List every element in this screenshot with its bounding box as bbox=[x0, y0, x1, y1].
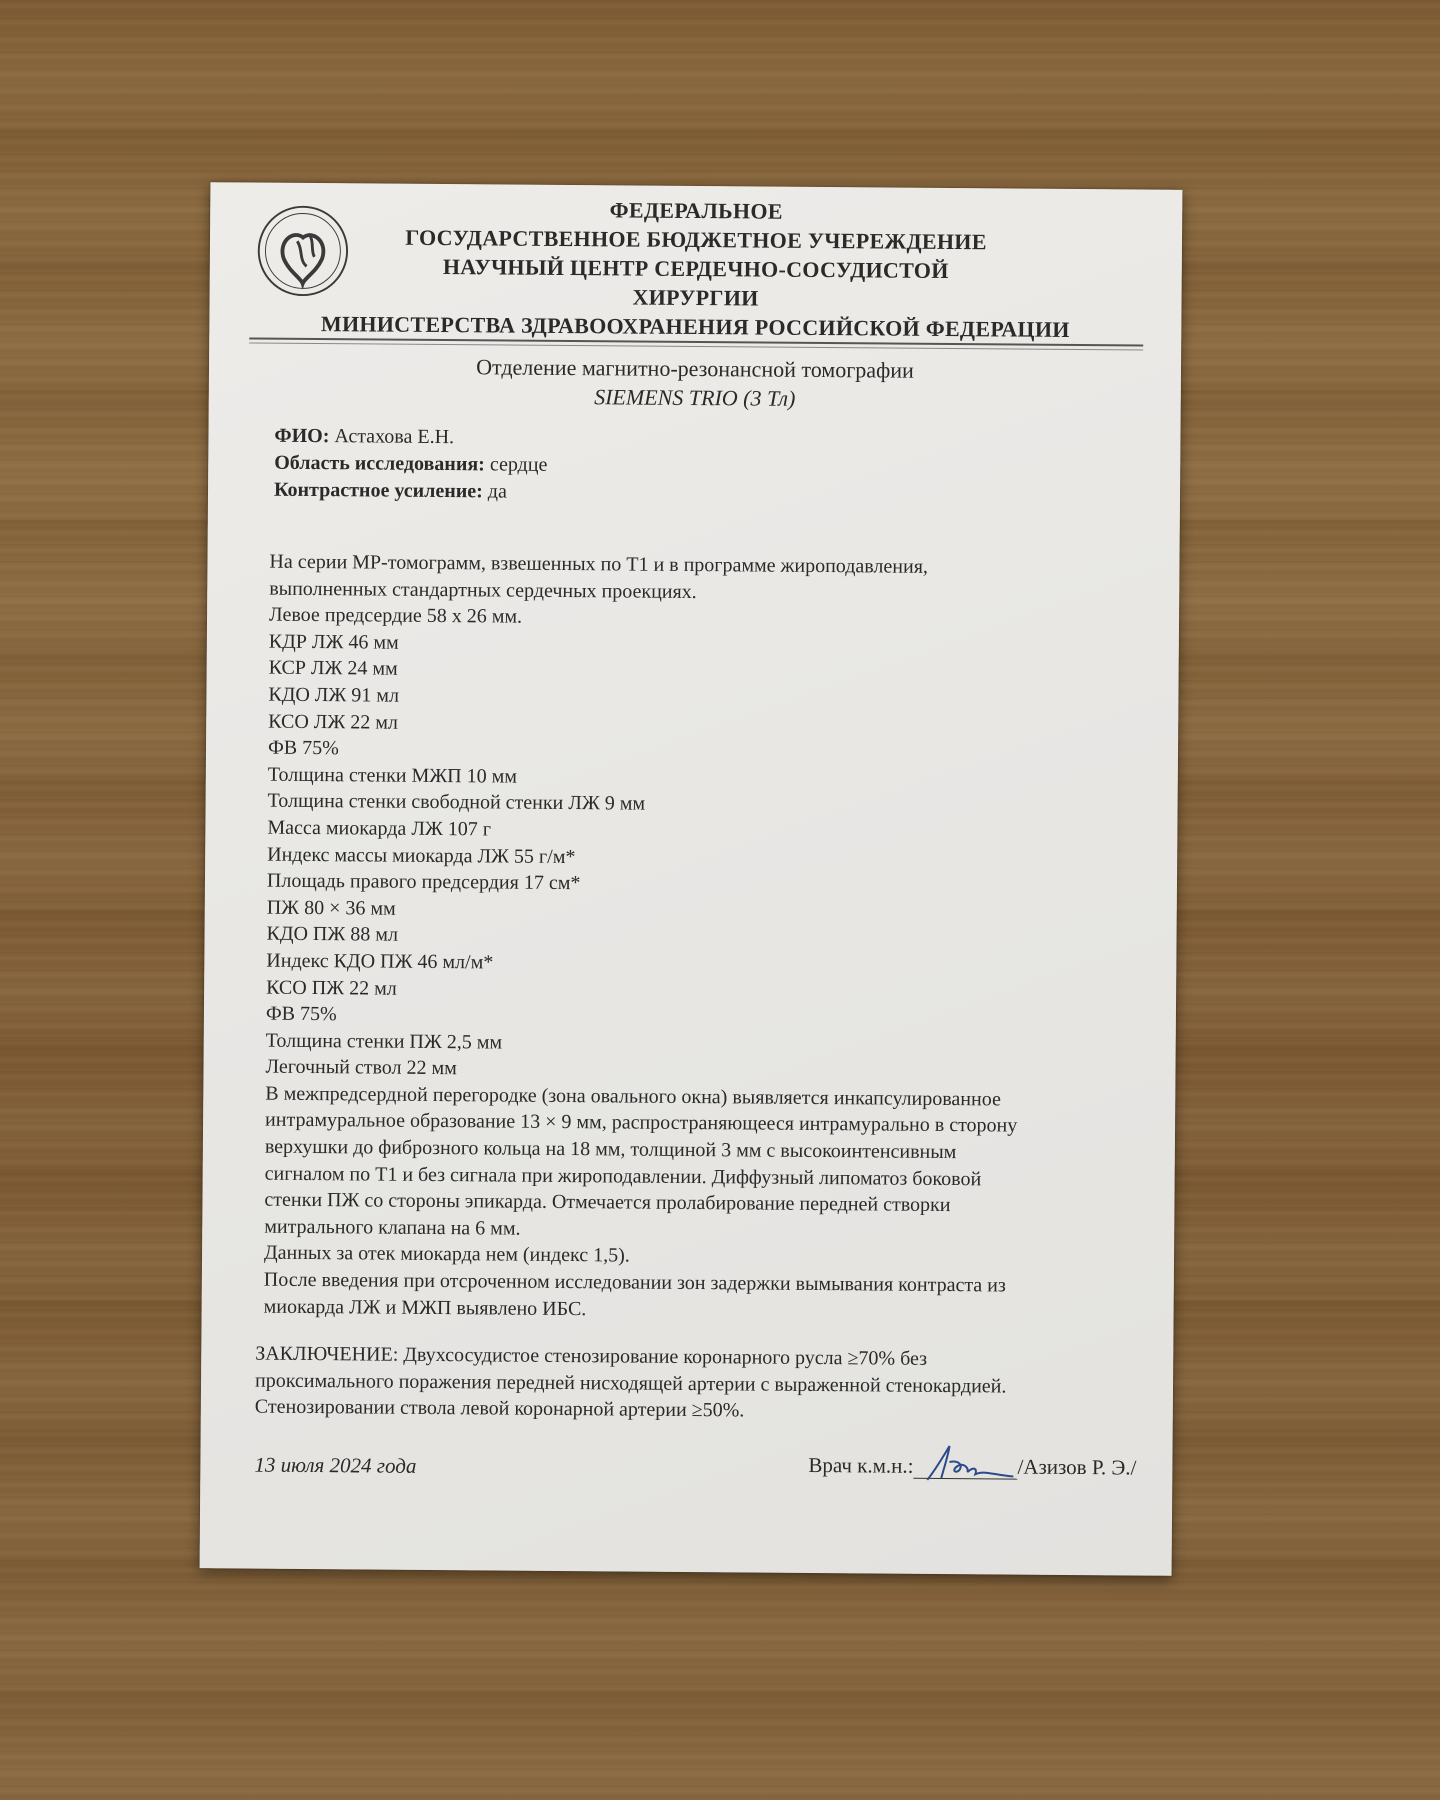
doctor-name: /Азизов Р. Э./ bbox=[1017, 1454, 1137, 1480]
signature-line bbox=[913, 1458, 1017, 1480]
findings-line: Площадь правого предсердия 17 см* bbox=[266, 869, 581, 895]
report-sheet bbox=[200, 182, 1183, 1576]
handwritten-signature-icon bbox=[913, 1440, 1023, 1485]
conclusion-text bbox=[255, 1341, 1146, 1428]
findings-line: выполненных стандартных сердечных проекциях. bbox=[269, 577, 697, 603]
findings-line: митрального клапана на 6 мм. bbox=[264, 1215, 521, 1240]
findings-line: Толщина стенки МЖП 10 мм bbox=[267, 763, 518, 788]
header-line-1: ФЕДЕРАЛЬНОЕ bbox=[609, 197, 783, 224]
findings-line: Толщина стенки ПЖ 2,5 мм bbox=[265, 1029, 503, 1054]
findings-line: ФВ 75% bbox=[265, 1002, 337, 1026]
patient-area-row bbox=[274, 450, 547, 479]
fio-value: Астахова Е.Н. bbox=[334, 425, 455, 449]
findings-line: верхушки до фиброзного кольца на 18 мм, толщиной 3 мм с высокоинтенсивным bbox=[264, 1135, 957, 1164]
fio-label: ФИО: bbox=[274, 424, 330, 448]
department-block bbox=[209, 350, 1181, 416]
findings-line: КСО ПЖ 22 мл bbox=[266, 976, 397, 1000]
findings-line: Легочный ствол 22 мм bbox=[265, 1055, 457, 1080]
findings-line: КДО ПЖ 88 мл bbox=[266, 922, 399, 947]
findings-line: Толщина стенки свободной стенки ЛЖ 9 мм bbox=[267, 790, 646, 815]
doctor-label: Врач к.м.н.: bbox=[808, 1452, 914, 1478]
header-line-2: ГОСУДАРСТВЕННОЕ БЮДЖЕТНОЕ УЧЕРЕЖДЕНИЕ bbox=[405, 224, 987, 255]
contrast-value: да bbox=[487, 480, 507, 503]
findings-line: Индекс массы миокарда ЛЖ 55 г/м* bbox=[267, 843, 576, 868]
findings-line: миокарда ЛЖ и МЖП выявлено ИБС. bbox=[263, 1295, 587, 1320]
findings-line: После введения при отсроченном исследовании зон задержки вымывания контраста из bbox=[263, 1268, 1006, 1297]
findings-line: КСО ЛЖ 22 мл bbox=[268, 710, 399, 734]
patient-info bbox=[274, 423, 548, 506]
findings-line: ФВ 75% bbox=[267, 736, 339, 760]
findings-line: КСР ЛЖ 24 мм bbox=[268, 657, 398, 681]
findings-line: Масса миокарда ЛЖ 107 г bbox=[267, 816, 492, 841]
findings-line: ПЖ 80 × 36 мм bbox=[266, 896, 396, 920]
findings-text bbox=[264, 549, 1150, 1327]
area-label: Область исследования: bbox=[274, 451, 485, 476]
doctor-signature-block bbox=[808, 1453, 1136, 1481]
findings-line: интрамуральное образование 13 × 9 мм, распространяющееся интрамурально в сторону bbox=[265, 1109, 1018, 1138]
contrast-label: Контрастное усиление: bbox=[273, 478, 483, 503]
department-name: Отделение магнитно-резонансной томографии bbox=[476, 354, 914, 383]
findings-line: Индекс КДО ПЖ 46 мл/м* bbox=[266, 949, 494, 974]
findings-line: На серии МР-томограмм, взвешенных по Т1 и в программе жироподавления, bbox=[269, 550, 929, 578]
findings-line: Данных за отек миокарда нем (индекс 1,5). bbox=[263, 1242, 630, 1267]
report-date: 13 июля 2024 года bbox=[254, 1452, 417, 1478]
conclusion-line: ЗАКЛЮЧЕНИЕ: Двухсосудистое стенозирование коронарного русла ≥70% без bbox=[255, 1342, 928, 1370]
findings-line: В межпредсердной перегородке (зона овального окна) выявляется инкапсулированное bbox=[265, 1082, 1001, 1111]
patient-contrast-row bbox=[274, 477, 547, 506]
findings-line: КДО ЛЖ 91 мл bbox=[268, 683, 400, 707]
area-value: сердце bbox=[489, 453, 548, 476]
findings-line: Левое предсердие 58 х 26 мм. bbox=[268, 603, 523, 628]
findings-line: КДР ЛЖ 46 мм bbox=[268, 630, 399, 654]
header-line-5: МИНИСТЕРСТВА ЗДРАВООХРАНЕНИЯ РОССИЙСКОЙ ФЕДЕРАЦИИ bbox=[320, 311, 1070, 342]
findings-line: стенки ПЖ со стороны эпикарда. Отмечается пролабирование передней створки bbox=[264, 1188, 951, 1217]
header-line-4: ХИРУРГИИ bbox=[632, 284, 759, 311]
header-line-3: НАУЧНЫЙ ЦЕНТР СЕРДЕЧНО-СОСУДИСТОЙ bbox=[442, 254, 949, 284]
institution-header bbox=[209, 192, 1182, 345]
findings-line: сигналом по Т1 и без сигнала при жироподавлении. Диффузный липоматоз боковой bbox=[264, 1162, 982, 1190]
scanner-model: SIEMENS TRIO (3 Тл) bbox=[594, 384, 796, 411]
patient-fio-row bbox=[274, 423, 547, 452]
conclusion-line: Стенозировании ствола левой коронарной артерии ≥50%. bbox=[254, 1395, 745, 1422]
conclusion-line: проксимального поражения передней нисходящей артерии с выраженной стенокардией. bbox=[254, 1369, 1007, 1398]
